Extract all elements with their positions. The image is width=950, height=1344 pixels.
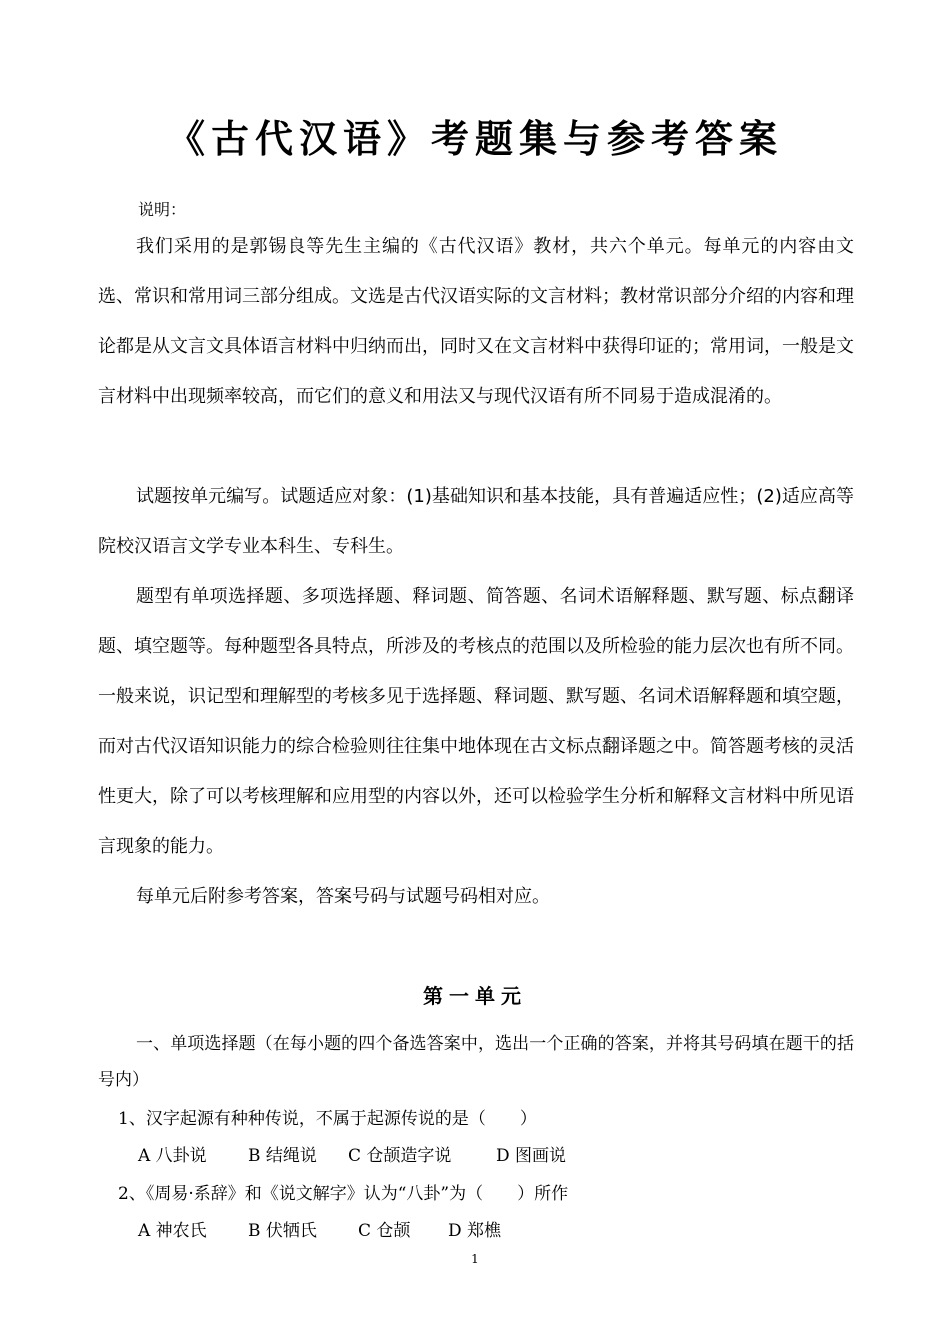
question-1-stem: 1、汉字起源有种种传说，不属于起源传说的是（ ） <box>118 1109 537 1129</box>
intro-paragraph-2: 试题按单元编写。试题适应对象：(1)基础知识和基本技能，具有普遍适应性；(2)适应高等院校汉语言文学专业本科生、专科生。 <box>98 486 854 557</box>
question-2-option-c: C 仓颉 <box>358 1221 411 1241</box>
intro-paragraph-1: 我们采用的是郭锡良等先生主编的《古代汉语》教材，共六个单元。每单元的内容由文选、常识和常用词三部分组成。文选是古代汉语实际的文言材料；教材常识部分介绍的内容和理论都是从文言文具体语言材料中归纳而出，同时又在文言材料中获得印证的；常用词，一般是文言材料中出现频率较高，而它们的意义和用法又与现代汉语有所不同易于造成混淆的。 <box>98 236 854 407</box>
question-1-option-b: B 结绳说 <box>248 1146 317 1166</box>
section-instruction: 一、单项选择题（在每小题的四个备选答案中，选出一个正确的答案，并将其号码填在题干的括号内） <box>98 1034 854 1090</box>
question-2-stem: 2、《周易·系辞》和《说文解字》认为“八卦”为（ ）所作 <box>118 1184 569 1204</box>
question-1-option-a: A 八卦说 <box>138 1146 207 1166</box>
question-1-options <box>138 1141 566 1166</box>
unit-title: 第一单元 <box>423 984 527 1008</box>
question-2-option-a: A 神农氏 <box>138 1221 207 1241</box>
question-1-option-d: D 图画说 <box>496 1146 567 1166</box>
question-1-option-c: C 仓颉造字说 <box>348 1146 452 1166</box>
intro-paragraph-4: 每单元后附参考答案，答案号码与试题号码相对应。 <box>136 886 550 907</box>
question-2-option-b: B 伏牺氏 <box>248 1221 317 1241</box>
note-label: 说明： <box>138 200 187 219</box>
document-title: 《古代汉语》考题集与参考答案 <box>166 116 783 161</box>
page-number: 1 <box>471 1252 479 1266</box>
question-2-option-d: D 郑樵 <box>448 1221 502 1241</box>
intro-paragraph-3: 题型有单项选择题、多项选择题、释词题、简答题、名词术语解释题、默写题、标点翻译题、填空题等。每种题型各具特点，所涉及的考核点的范围以及所检验的能力层次也有所不同。一般来说，识记型和理解型的考核多见于选择题、释词题、默写题、名词术语解释题和填空题，而对古代汉语知识能力的综合检验则往往集中地体现在古文标点翻译题之中。简答题考核的灵活性更大，除了可以考核理解和应用型的内容以外，还可以检验学生分析和解释文言材料中所见语言现象的能力。 <box>98 586 854 857</box>
question-2-options <box>138 1216 501 1241</box>
